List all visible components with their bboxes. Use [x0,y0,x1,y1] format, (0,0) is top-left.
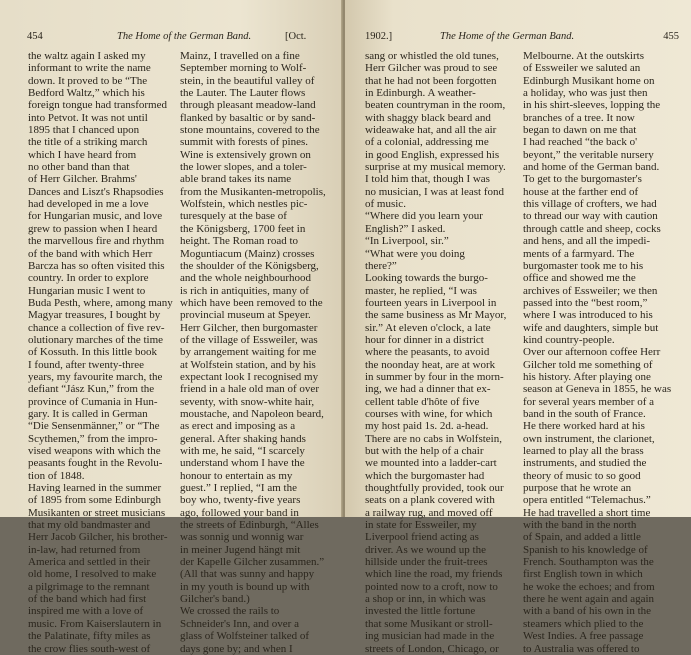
text-line: down. It proved to be “The [28,74,148,87]
text-line: of the village of Essweiler, was [180,333,318,346]
text-line: informant to write the name [28,62,151,75]
text-line: a pilgrimage to the remnant [28,580,150,593]
text-line: able brand takes its name [180,173,292,186]
text-line: tion of 1848. [28,469,85,482]
text-line: olutionary marches of the time [28,333,164,346]
text-line: Liverpool friend acting as [365,531,479,544]
text-line: no musician, I was at least fond [365,185,504,198]
running-title: The Home of the German Band. [117,31,252,42]
text-line: Looking towards the burgo- [365,272,488,285]
text-line: grew to passion when I heard [28,222,158,235]
text-line: Bedford Waltz,” which his [28,87,145,100]
text-line: began to dawn on me that [523,124,637,137]
text-line: provincial museum at Speyer. [180,309,311,322]
text-line: pointed now to a croft, now to [365,580,498,593]
text-line: that he had not been forgotten [365,74,497,87]
text-line: passed into the “best room,” [523,296,648,309]
text-line: Herr Gilcher, then burgomaster [180,321,318,334]
text-line: my host paid 1s. 2d. a-head. [365,420,489,433]
text-line: by arrangement waiting for me [180,346,317,359]
text-line: “What were you doing [365,247,465,260]
text-line: turesquely at the base of [180,210,287,223]
text-line: We crossed the rails to [180,605,280,618]
text-line: for several years member of a [523,395,655,408]
text-line: Mainz, I travelled on a fine [180,50,300,62]
text-line: West Indies. A free passage [523,630,644,643]
text-line: with shaggy black beard and [365,111,491,124]
text-line: old home, I resolved to make [28,568,157,581]
text-line: in meiner Jugend hängt mit [180,543,301,556]
text-line: stone mountains, covered to the [180,124,320,137]
text-line: was sonnig und wonnig war [180,531,304,544]
text-column [180,50,335,655]
text-line: Over our afternoon coffee Herr [523,346,661,359]
text-line: with the band in the north [523,519,637,532]
text-line: “Die Sensenmänner,” or “The [28,420,160,433]
text-column [523,50,678,655]
text-line: gary. It is called in German [28,407,148,420]
text-line: the crow flies south-west of [28,642,151,655]
text-line: Melbourne. At the outskirts [523,50,644,62]
text-line: Having learned in the summer [28,482,162,495]
text-line: sir.” At eleven o'clock, a late [365,321,491,334]
text-line: the same business as Mr Mayor, [365,309,507,322]
page-number: 455 [663,31,679,42]
text-line: which have been removed to the [180,296,323,309]
text-line: thoughtfully provided, took our [365,482,504,495]
text-line: opera entitled “Telemachus.” [523,494,651,507]
text-line: defiant “Jász Kun,” from the [28,383,155,396]
text-line: which line the road, my friends [365,568,503,581]
text-line: through pleasant meadow-land [180,99,316,112]
text-line: where I was introduced to his [523,309,653,322]
text-line: archives of Essweiler; we then [523,284,658,297]
text-line: a railway rug, and moved off [365,506,493,519]
text-line: from the Musikanten-metropolis, [180,185,326,198]
text-line: is rich in antiquities, many of [180,284,309,297]
text-line: there?” [365,259,397,272]
text-line: that my old bandmaster and [28,519,151,532]
text-line: which the burgomaster had [365,469,485,482]
text-line: into Petvot. It was not until [28,111,148,124]
text-line: the noonday heat, are at work [365,358,496,371]
text-line: in Edinburgh. A weather- [365,87,476,100]
text-line: beaten countryman in the room, [365,99,506,112]
text-line: first English town in which [523,568,643,581]
text-line: of Kossuth. In this little book [28,346,157,359]
text-line: Gilcher's band.) [180,593,250,606]
text-line: I had reached “the back o' [523,136,638,149]
text-line: had developed in me a love [28,198,149,211]
text-column [365,50,521,655]
text-line: peasants fought in the Revolu- [28,457,163,470]
running-date: 1902.] [365,31,393,42]
text-line: summit with forests of pines. [180,136,309,149]
text-line: steamers which plied to the [523,617,644,630]
right-page [345,0,691,655]
text-line: the marvellous fire and rhythm [28,235,165,248]
text-line: flanked by basaltic or by sand- [180,111,316,124]
text-line: Edinburgh Musikant home on [523,74,655,87]
text-line: glass of Wolfsteiner talked of [180,630,310,643]
text-line: there he went again and again [523,593,655,606]
text-line: chance a collection of five rev- [28,321,165,334]
text-line: master, he replied, “I was [365,284,477,297]
text-line: we mounted into a ladder-cart [365,457,497,470]
text-line: music. From Kaiserslautern in [28,617,162,630]
text-line: province of Cumania in Hun- [28,395,158,408]
text-line: honour to entertain as my [180,469,293,482]
text-line: where the peasants, to avoid [365,346,490,359]
text-line: the Königsberg, 1700 feet in [180,222,306,235]
text-line: 1895 that I chanced upon [28,124,140,137]
text-line: instruments, and studied the [523,457,647,470]
text-line: of Spain, and added a little [523,531,641,544]
text-line: Wolfstein, which nestles pic- [180,198,308,211]
text-line: Barcza has so often visited this [28,259,165,272]
text-line: Dances and Liszt's Rhapsodies [28,185,164,198]
text-line: the shoulder of the Königsberg, [180,259,319,272]
text-line: moustache, and Napoleon beard, [180,407,324,420]
text-line: branches of a tree. It now [523,111,635,124]
text-line: for Hungarian music, and love [28,210,163,223]
running-head [27,30,331,44]
text-line: boy who, twenty-five years [180,494,301,507]
text-line: wideawake hat, and all the air [365,124,497,137]
text-line: season at Geneva in 1855, he was [523,383,672,396]
text-line: ments of a farmyard. The [523,247,635,260]
text-line: “In Liverpool, sir.” [365,235,449,248]
text-line: of Herr Gilcher. Brahms' [28,173,137,186]
text-line: in state for Essweiler, my [365,519,477,532]
text-line: guest.” I replied, “I am the [180,482,297,495]
text-line: ing musician had made in the [365,630,495,643]
text-line: Scythemen,” from the impro- [28,432,158,445]
text-line: in summer by four in the morn- [365,370,504,383]
text-line: height. The Roman road to [180,235,299,248]
text-line: French. Southampton was the [523,556,654,569]
text-line: kind country-people. [523,333,615,346]
text-line: and home of the German band. [523,161,660,174]
text-line: this village of crofters, we had [523,198,657,211]
text-line: Buda Pesth, where, among many [28,296,173,309]
text-line: and the whole neighbourhood [180,272,312,285]
text-line: the lower slopes, and a toler- [180,161,307,174]
text-line: office and showed me the [523,272,636,285]
text-line: house at the farther end of [523,185,639,198]
text-line: he woke the echoes; and from [523,580,655,593]
text-line: friend in a hale old man of over [180,383,319,396]
text-line: inspired me with a love of [28,605,144,618]
text-line: “Where did you learn your [365,210,483,223]
text-line: English?” I asked. [365,222,446,235]
left-page [0,0,343,655]
text-line: with me, he said, “I scarcely [180,445,305,457]
text-line: which I have heard from [28,148,137,161]
text-line: ing, we had a dinner that ex- [365,383,491,396]
text-line: streets of London, Chicago, or [365,642,499,655]
text-line: days gone by; and when I [180,642,293,655]
text-line: invested the little fortune [365,605,476,618]
text-line: wife and daughters, simple but [523,321,659,334]
text-line: the waltz again I asked my [28,50,146,62]
text-line: He there worked hard at his [523,420,645,433]
text-line: Spanish to his knowledge of [523,543,648,556]
text-line: theory of music to so good [523,469,641,482]
text-line: stein, in the beautiful valley of [180,74,315,87]
text-line: September morning to Wolf- [180,62,307,75]
text-line: in my youth is bound up with [180,580,310,593]
text-line: cellent table d'hôte of five [365,395,480,408]
text-line: the streets of Edinburgh, “Alles [180,519,319,532]
text-line: seventy, with snow-white hair, [180,395,315,408]
text-line: no other band than that [28,161,130,174]
text-line: hillside under the fruit-trees [365,556,488,569]
text-line: that some Musikant or stroll- [365,617,493,630]
text-line: of 1895 from some Edinburgh [28,494,162,507]
text-line: to thread our way with caution [523,210,658,223]
text-line: through cattle and sheep, cocks [523,222,661,235]
text-line: sang or whistled the old tunes, [365,50,499,62]
text-line: of music. [365,198,406,211]
text-line: vised weapons with which the [28,445,161,457]
text-line: Herr Jacob Gilcher, his brother- [28,531,168,544]
text-line: in-law, had returned from [28,543,141,556]
text-line: the Palatinate, fifty miles as [28,630,151,643]
text-line: of the band with which Herr [28,247,153,260]
text-line: as erect and imposing as a [180,420,296,433]
text-line: of Essweiler we saluted an [523,62,641,75]
text-column [28,50,178,655]
text-line: expectant look I recognised my [180,370,319,383]
text-line: and hens, and all the impedi- [523,235,651,248]
text-line: the Lauter. The Lauter flows [180,87,306,100]
text-line: at Wolfstein station, and by his [180,358,316,371]
running-head [365,30,679,44]
text-line: To get to the burgomaster's [523,173,642,186]
text-line: driver. As we wound up the [365,543,486,556]
text-line: with a band of his own in the [523,605,652,618]
running-title: The Home of the German Band. [440,31,575,42]
text-line: learned to play all the brass [523,445,644,457]
text-line: Moguntiacum (Mainz) crosses [180,247,315,260]
text-line: ago, followed your band in [180,506,299,519]
text-line: of the band which had first [28,593,147,606]
text-line: years, my favourite march, the [28,370,163,383]
text-line: burgomaster took me to his [523,259,644,272]
text-line: but with the help of a chair [365,445,484,457]
text-line: I found, after twenty-three [28,358,145,371]
text-line: There are no cabs in Wolfstein, [365,432,502,445]
text-line: a shop or inn, in which was [365,593,486,606]
page-number: 454 [27,31,43,42]
text-line: understand whom I have the [180,457,305,470]
text-line: fourteen years in Liverpool in [365,296,497,309]
text-line: in good English, expressed his [365,148,500,161]
text-line: surprise at my musical memory. [365,161,506,174]
text-line: in his shirt-sleeves, lopping the [523,99,661,112]
text-line: Schneider's Inn, and over a [180,617,299,630]
text-line: own instrument, the clarionet, [523,432,655,445]
text-line: America and settled in their [28,556,151,569]
text-line: purpose that he wrote an [523,482,632,495]
running-date: [Oct. [285,31,307,42]
text-line: of a colonial, addressing me [365,136,489,149]
text-line: Herr Gilcher was proud to see [365,62,498,75]
text-line: the title of a striking march [28,136,148,149]
text-line: country. In order to explore [28,272,149,285]
text-line: Wine is extensively grown on [180,148,311,161]
text-line: hour for dinner in a district [365,333,484,346]
text-line: general. After shaking hands [180,432,306,445]
text-line: (All that was sunny and happy [180,568,315,581]
text-line: Gilcher told me something of [523,358,653,371]
text-line: Magyar treasures, I bought by [28,309,161,322]
text-line: He had travelled a short time [523,506,651,519]
text-line: beyont,” the veritable nursery [523,148,654,161]
text-line: his history. After playing one [523,370,651,383]
text-line: courses with wine, for which [365,407,493,420]
text-line: Hungarian music I went to [28,284,146,297]
text-line: seats on a plank covered with [365,494,495,507]
text-line: der Kapelle Gilcher zusammen.” [180,556,325,569]
text-line: a holiday, who was just then [523,87,648,100]
text-line: band in the south of France. [523,407,646,420]
text-line: foreign tongue had transformed [28,99,167,112]
text-line: to Australia was offered to [523,642,640,655]
text-line: I told him that, though I was [365,173,490,186]
text-line: Musikanten or street musicians [28,506,166,519]
